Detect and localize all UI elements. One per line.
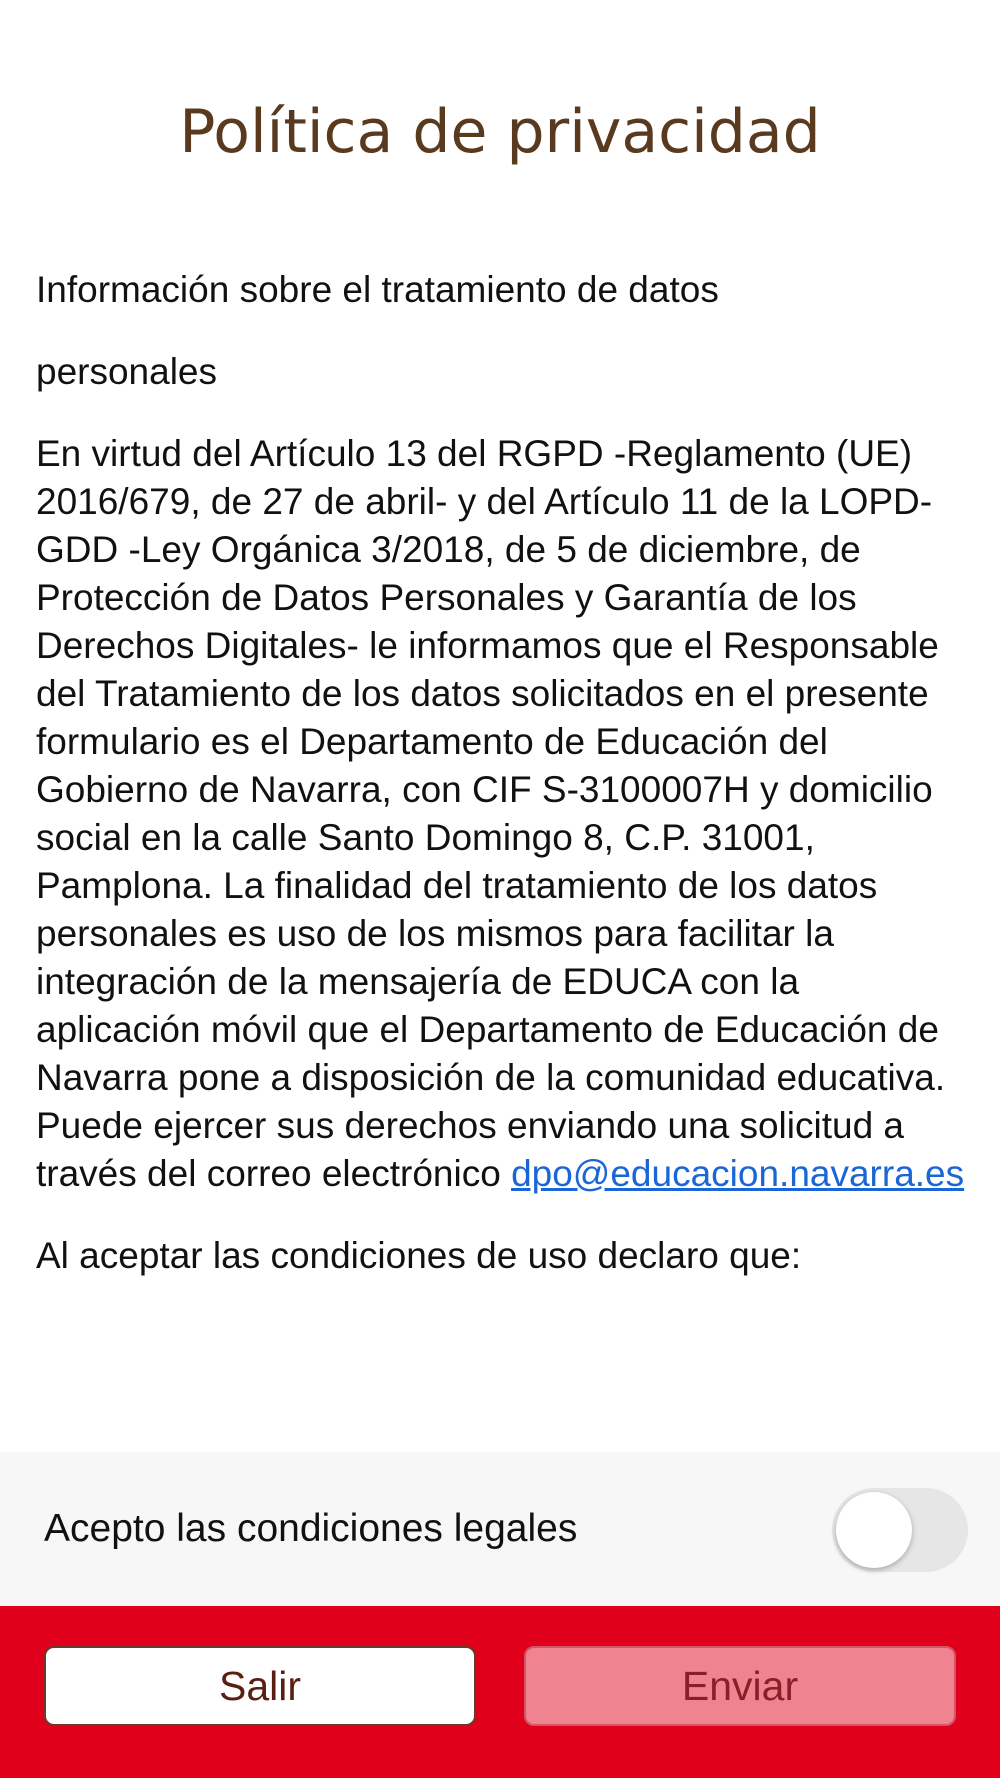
consent-label: Acepto las condiciones legales [44,1507,578,1550]
accept-intro-text: Al aceptar las condiciones de uso declaro que: [36,1235,802,1276]
privacy-policy-content[interactable] [36,266,971,1428]
send-button[interactable]: Enviar [524,1646,956,1726]
policy-heading-line-1: Información sobre el tratamiento de datos [36,269,719,310]
consent-row [0,1452,1000,1606]
policy-body [36,430,971,1198]
accept-conditions-toggle[interactable] [832,1488,968,1572]
policy-heading-line-2: personales [36,351,218,392]
truncated-text-line [36,1314,971,1362]
page-title: Política de privacidad [179,97,821,167]
policy-body-text: En virtud del Artículo 13 del RGPD -Reglamento (UE) 2016/679, de 27 de abril- y del Artículo 11 de la LOPD-GDD -Ley Orgánica 3/2018, de 5 de diciembre, de Protección de Datos Personales y Garantía de los Derechos Digitales- le informamos que el Responsable del Tratamiento de los datos solicitados en el presente formulario es el Departamento de Educación del Gobierno de Navarra, con CIF S-3100007H y domicilio social en la calle Santo Domingo 8, C.P. 31001, Pamplona. La finalidad del tratamiento de los datos personales es uso de los mismos para facilitar la integración de la mensajería de EDUCA con la aplicación móvil que el Departamento de Educación de Navarra pone a disposición de la comunidad educativa. Puede ejercer sus derechos enviando una solicitud a través del correo electrónico [36,433,946,1194]
exit-button[interactable]: Salir [44,1646,476,1726]
dpo-email-link[interactable]: dpo@educacion.navarra.es [511,1153,965,1194]
toggle-knob [836,1492,912,1568]
bottom-action-bar [0,1606,1000,1778]
